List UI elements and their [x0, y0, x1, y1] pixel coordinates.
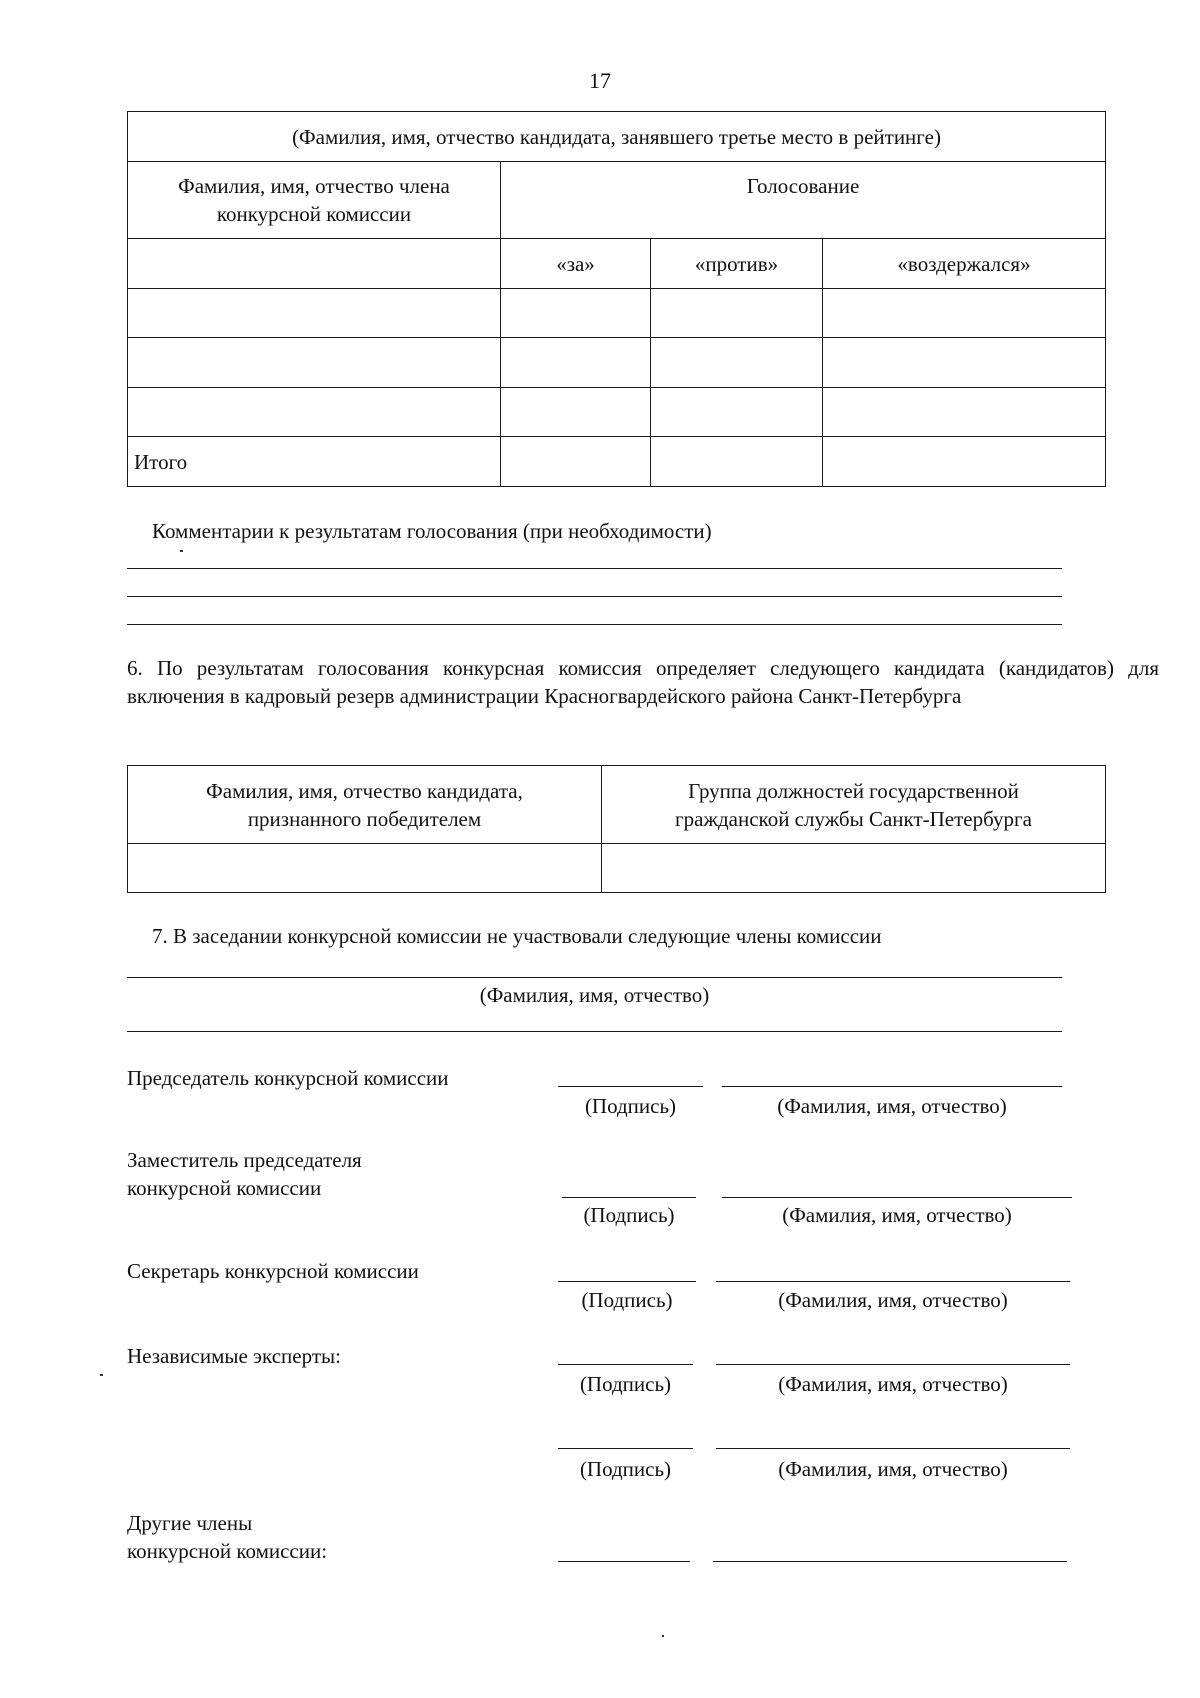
total-cell[interactable]: [823, 437, 1106, 487]
absent-members-line[interactable]: [127, 1031, 1062, 1032]
fio-caption: (Фамилия, имя, отчество): [479, 983, 710, 1007]
others-label-line2: конкурсной комиссии:: [127, 1539, 328, 1563]
table-row: [128, 844, 1106, 893]
signature-line[interactable]: [562, 1197, 696, 1198]
vote-abstained-header: «воздержался»: [823, 239, 1106, 289]
table-row: [128, 338, 1106, 388]
section7-text: 7. В заседании конкурсной комиссии не участвовали следующие члены комиссии: [152, 924, 882, 948]
total-cell[interactable]: [651, 437, 823, 487]
table-row: [128, 289, 1106, 338]
scan-speck: [662, 1635, 664, 1637]
member-cell[interactable]: [128, 289, 501, 338]
name-line[interactable]: [716, 1364, 1070, 1365]
experts-label: Независимые эксперты:: [127, 1344, 341, 1368]
deputy-label-line1: Заместитель председателя: [127, 1148, 362, 1172]
member-cell[interactable]: [128, 338, 501, 388]
vote-against-header: «против»: [651, 239, 823, 289]
signature-caption: (Подпись): [581, 1288, 673, 1312]
voting-header: Голосование: [501, 162, 1106, 239]
member-cell[interactable]: [128, 388, 501, 437]
vote-cell[interactable]: [501, 338, 651, 388]
total-label: Итого: [128, 437, 501, 487]
scan-speck: [100, 1374, 103, 1376]
absent-members-line[interactable]: [127, 977, 1062, 978]
signature-caption: (Подпись): [583, 1203, 675, 1227]
signature-line[interactable]: [558, 1086, 703, 1087]
name-line[interactable]: [716, 1448, 1070, 1449]
vote-cell[interactable]: [823, 289, 1106, 338]
name-line[interactable]: [722, 1197, 1072, 1198]
name-caption: (Фамилия, имя, отчество): [777, 1094, 1007, 1118]
vote-cell[interactable]: [823, 388, 1106, 437]
name-caption: (Фамилия, имя, отчество): [778, 1372, 1008, 1396]
signature-line[interactable]: [558, 1281, 696, 1282]
name-line[interactable]: [713, 1561, 1067, 1562]
total-row: [128, 437, 1106, 487]
member-cell[interactable]: [128, 239, 501, 289]
position-group-header: Группа должностей государственной гражданской службы Санкт-Петербурга: [602, 766, 1106, 844]
name-line[interactable]: [716, 1281, 1070, 1282]
voting-table: [127, 111, 1106, 487]
comments-line[interactable]: [127, 596, 1062, 597]
comments-label: Комментарии к результатам голосования (при необходимости): [152, 519, 712, 543]
chair-label: Председатель конкурсной комиссии: [127, 1066, 449, 1090]
vote-cell[interactable]: [651, 338, 823, 388]
comments-line[interactable]: [127, 624, 1062, 625]
vote-cell[interactable]: [651, 388, 823, 437]
signature-line[interactable]: [558, 1561, 690, 1562]
deputy-label-line2: конкурсной комиссии: [127, 1176, 322, 1200]
signature-caption: (Подпись): [584, 1094, 677, 1118]
vote-cell[interactable]: [651, 289, 823, 338]
signature-caption: (Подпись): [579, 1457, 672, 1481]
vote-cell[interactable]: [501, 289, 651, 338]
signature-line[interactable]: [558, 1364, 693, 1365]
name-caption: (Фамилия, имя, отчество): [778, 1457, 1008, 1481]
scan-speck: [180, 550, 183, 552]
vote-for-header: «за»: [501, 239, 651, 289]
name-caption: (Фамилия, имя, отчество): [778, 1288, 1008, 1312]
section6-text: 6. По результатам голосования конкурсная комиссия определяет следующего кандидата (кандидатов) для включения в кадровый резерв администрации Красногвардейского района Санкт-Петербурга: [127, 656, 1159, 708]
total-cell[interactable]: [501, 437, 651, 487]
winner-name-header: Фамилия, имя, отчество кандидата, признанного победителем: [128, 766, 602, 844]
table-row: [128, 388, 1106, 437]
winner-name-cell[interactable]: [128, 844, 602, 893]
signature-caption: (Подпись): [579, 1372, 672, 1396]
member-header: Фамилия, имя, отчество члена конкурсной комиссии: [128, 162, 501, 239]
signature-line[interactable]: [558, 1448, 693, 1449]
candidate-caption: (Фамилия, имя, отчество кандидата, занявшего третье место в рейтинге): [128, 112, 1106, 162]
page-number: 17: [589, 68, 611, 93]
vote-cell[interactable]: [823, 338, 1106, 388]
position-group-cell[interactable]: [602, 844, 1106, 893]
others-label-line1: Другие члены: [127, 1511, 253, 1535]
comments-line[interactable]: [127, 568, 1062, 569]
name-line[interactable]: [722, 1086, 1062, 1087]
winner-table: [127, 765, 1106, 893]
vote-cell[interactable]: [501, 388, 651, 437]
secretary-label: Секретарь конкурсной комиссии: [127, 1259, 419, 1283]
name-caption: (Фамилия, имя, отчество): [782, 1203, 1012, 1227]
